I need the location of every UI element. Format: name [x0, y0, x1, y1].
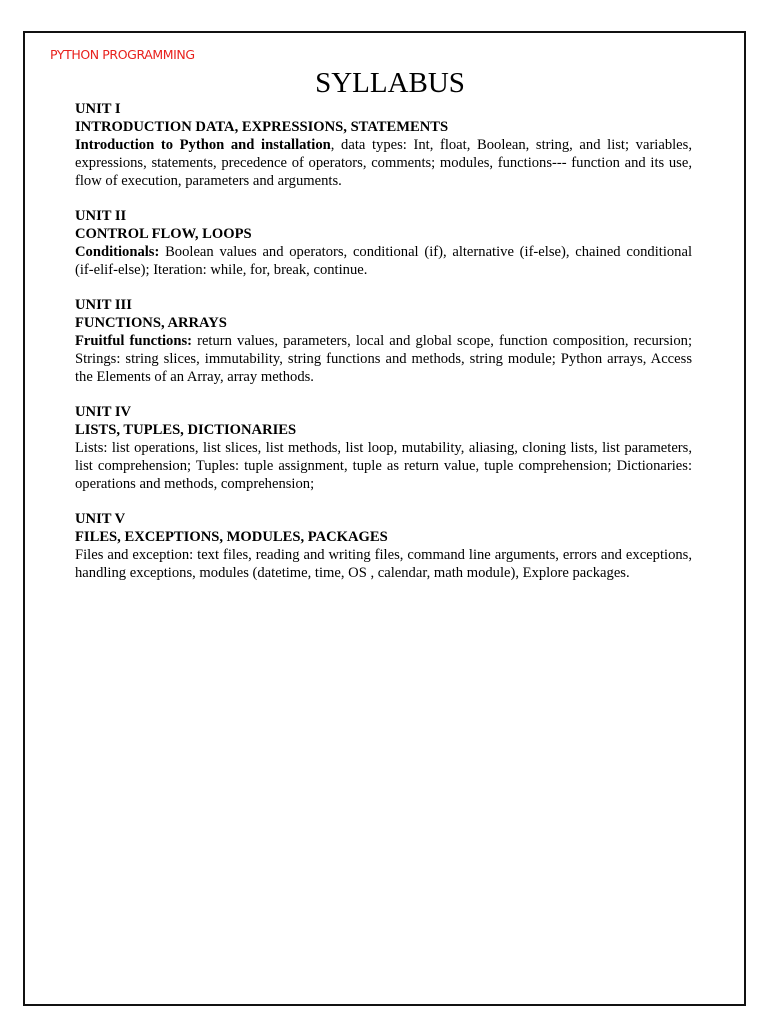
unit-section-5: [75, 510, 692, 582]
unit-description: [75, 439, 692, 493]
unit-body-text: Boolean values and operators, conditional (if), alternative (if-else), chained conditional (if-elif-else); Iteration: while, for, break, continue.: [75, 244, 692, 278]
unit-body-text: Lists: list operations, list slices, list methods, list loop, mutability, aliasing, cloning lists, list parameters, list comprehension; Tuples: tuple assignment, tuple as return value, tuple comprehension; Dictionaries: operations and methods, comprehension;: [75, 440, 692, 492]
unit-number: UNIT III: [75, 297, 132, 313]
unit-lead-text: Fruitful functions:: [75, 333, 192, 349]
unit-section-1: [75, 100, 692, 190]
unit-heading: INTRODUCTION DATA, EXPRESSIONS, STATEMENTS: [75, 119, 449, 135]
unit-section-2: [75, 207, 692, 279]
unit-body-text: Files and exception: text files, reading and writing files, command line arguments, errors and exceptions, handling exceptions, modules (datetime, time, OS , calendar, math module), Explore packages.: [75, 547, 692, 581]
course-header-label: PYTHON PROGRAMMING: [50, 47, 195, 62]
unit-description: [75, 243, 692, 279]
unit-section-3: [75, 296, 692, 386]
unit-body-text: return values, parameters, local and global scope, function composition, recursion; Strings: string slices, immutability, string functions and methods, string module; Python arrays, Access the Elements of an Array, array methods.: [75, 333, 693, 385]
unit-section-4: [75, 403, 692, 493]
unit-description: [75, 546, 692, 582]
unit-lead-text: Introduction to Python and installation: [75, 137, 331, 153]
unit-heading: FUNCTIONS, ARRAYS: [75, 315, 227, 331]
syllabus-content: [75, 100, 692, 599]
unit-number: UNIT I: [75, 101, 121, 117]
unit-number: UNIT II: [75, 208, 127, 224]
page-title: SYLLABUS: [315, 67, 465, 99]
unit-heading: LISTS, TUPLES, DICTIONARIES: [75, 422, 297, 438]
unit-heading: FILES, EXCEPTIONS, MODULES, PACKAGES: [75, 529, 388, 545]
unit-heading: CONTROL FLOW, LOOPS: [75, 226, 252, 242]
unit-lead-text: Conditionals:: [75, 244, 160, 260]
unit-number: UNIT V: [75, 511, 126, 527]
unit-description: [75, 136, 692, 190]
unit-body-text: , data types: Int, float, Boolean, string, and list; variables, expressions, statements, precedence of operators, comments; modules, functions--- function and its use, flow of execution, parameters and arguments.: [75, 137, 692, 189]
unit-description: [75, 332, 692, 386]
unit-number: UNIT IV: [75, 404, 132, 420]
